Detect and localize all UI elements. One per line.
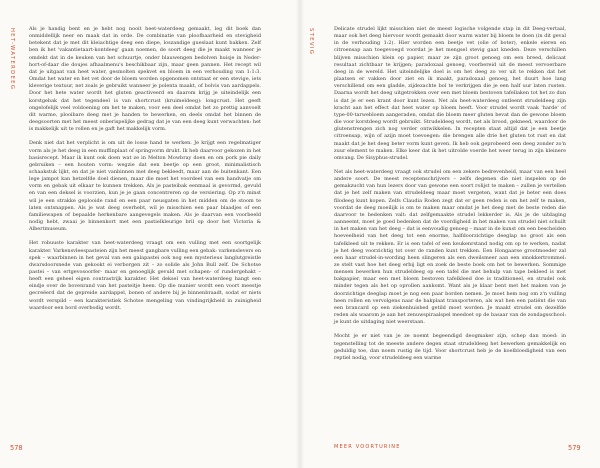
left-paragraph-2: Denk niet dat het verplicht is om uit de losse hand te werken. Je krijgt een regelmatiger vorm als je het deeg in een muffinplaat of springvorm drukt. Ik heb daarvoor gekozen in het basisrecept. Maar ik kunt ook doen wat ze in Melton Mowbray doen en om pork pie daily gebruiken – een houten vorm: wegzie dat een beetje op een groot, minimalistisch schaakstuk lijkt, en dat je niet vanbinnen met deeg bekleedt, maar aan de buitenkant. Een lege jampot kan hetzelfde doel dienen, maar die moet het voordeel van een handvatje om vorm en gebak uit elkaar te kunnen trekken. Als je pasteibak eenmaal is gevormd, gevuld en van een deksel is voorzien, kun je je gaan concentreren op de versiering. Op z'n minst wil je een strakke geplooide rand en een paar neusgaten in het midden om de stoom te laten ontsnappen. Als je wat deeg overhebt, wil je misschien een paar blaadjes of een familiewapen of bepaalde herkenbare aangevegels maken. Als je daarvan een voorbeeld nodig hebt, zwaai je binnenkort met een pastielkleurige bril op door het Victoria & Albertmuseum. bbox=[29, 140, 261, 233]
left-page-number: 578 bbox=[10, 444, 23, 452]
left-section-label: HET-WATERDEEG bbox=[9, 28, 15, 91]
right-paragraph-1: Delicate strudel lijkt misschien niet de meest logische volgende stap in dit Deeg-vertaal, maar ook het deeg hiervoor wordt gemaakt door warm water bij bloem te doen (in dit geval in de verhouding 1:2). Hier worden een beetje vet (olie of boter), enkele eieren en citroensap aan toegevoegd voordat je het mengsel stevig gaat kneden. Deze verschillen blijven misschien klein op papier, maar ze zijn groot genoeg om een breed, delicaat resultaat zichtbaar te krijgen; paradoxaal genoeg, voorbereid uit de meest vervoerbare deeg in de wereld. Het uiteindelijke doel is om het deeg zo ver uit te rekken dat het plaatsen er vakken door ziet en ik maakt, paradoxaal genoeg, het duurt hoe lang verschillend om een gladde, zijdezachte bol te verkrijgen die je een half uur laten rusten. Daarna wordt het deeg uitgetrokken over een met bloem bestoven tafellaken tot het zo dun is dat je er een krant door kunt lezen. Net als heet-waterdeeg ontleent strudeldeeg zijn kracht aan het effect dat heet water op bloem heeft. Voor strudel wordt vaak 'harde' of type-00-tarwebloem aangeraden, omdat die bloem meer gluten bevat dan de gewone bloem die voor korstdeeg wordt gebruikt. Strudeldeeg wordt, net als brood, gekneed, waardoor de glutenstrengen zich nog verder ontwikkelen. In recepten staat altijd dat je een beetje citroensap, wijn of azijn moet toevoegen: die brengen alle drie het gluten tot rust en dat maakt dat je het deeg beter vorm kunt geven. Ik heb ook geprobeerd een deeg zonder zo'n zuur element te maken. Elke keer dat ik het uitrolde voerde het weer terug in zijn kleinere omvang. De Sisyphus-strudel. bbox=[334, 26, 566, 161]
right-page-number: 579 bbox=[568, 444, 581, 452]
left-paragraph-1: Als je handig bent en je hebt nog nooit heet-waterdeeg gemaakt, leg dit boek dan onmiddellijk neer en maak dat in orde. De combinatie van ploofbaarheid en stevigheid betekent dat je met dit kleiachtige deeg een diepe, loszandige gueslaat kunt bakken. Zelf ben ik het 'vakantietaart-kontdeeg' gaan noemen, de soort deeg die je maakt wanneer je omdekt dat in de keuken van het schuurtje, onder blauwengen bedolven huisje in Neder-hort-of-daar die doujes afhaalmenu's beschikbaar zijn, maar geen pannen. Het recept wil dat je uitgaat van heet water, gesmolten spekvet en bloem in een verhouding van 1:1:3. Omdat het water en het vet door de bloem worden opgenomen ontstaat er een stevige, iets kleverige textuur, net zoals je gebruikt wanneer je polenta maakt, of bolvis van aardappels. Door het hete water wordt het gluten geactiveerd en daarom krijg je uiteindelijk een korstgebak dat het tegendeel is van shortcrust (kruimeldeeg): longcrust. Het geeft ongelofelijk veel voldoening om het te maken, voor een deel omdat het zo prettig aanvoelt dit warme, plooibare deeg met je handen te bewerken, en deels omdat het binnen de deegsoorten met het meest onberispelijke gedrag dat je van een deeg kunt verwachten: het is makkelijk uit te rollen en je gaft het makkelijk vorm. bbox=[29, 26, 261, 133]
right-page bbox=[300, 0, 600, 468]
right-running-footer: MEER VOORTURINE bbox=[334, 444, 401, 450]
right-section-label: STEVIG bbox=[308, 28, 314, 56]
left-paragraph-3: Het robuuste karakter van heet-waterdeeg vraagt om een vulling met een soortgelijk karakter. Varkensvleespasteien zijn het meest gangbare vulling een gebak: varkenslevers en spek – waarbinnen in het geval van een galapastei ook nog een mysterieus langlutgreistle dwarsdoorsnede van gekookt ei verborgen zit – zo solide als John Bull zelf. De Schotse pastei – van ertgevosoorfer- maar en genoeglijk gevuld met schapen- of rundergehakt – heeft een geheel eigen contrastrijk karakter. Het deksel van heet-waterdeeg hangt een eindje over de bovenrand van het pasteitje heen. Op die manier wordt een voort meestje gecreëerd dat de gepreide aardappel, bonen of andere bij je binnenbraadt, sodat er niets wordt verspild – een karakteristiek Schotse mengeling van vindingrijkheid in zuinigheid waardoor een bord overbodig wordt. bbox=[29, 240, 261, 311]
right-paragraph-2: Net als heet-waterdeeg vraagt ook strudel om een zekere bedrevenheid, maar van een heel andere soort. De meest receptenschrijvers – zelfs degenen die niet inspelen op de gemakzucht van hun lezers door van gewone een soort rolijst te maken – zullen je vertellen dat je het zelf maken van strudeldeeg maar moet vergeten, want dat je beter een does filodeeg kunt kopen. Zelfs Claudia Roden zegt dat er geen reden is om het zelf te maken, voordat de deeg moeilijk is om te maken maar omdat je het deeg met de beste reden die daarvoor te bedenken valt: dat zelfgemaakte strudel lekkerder is. Als je de uitdaging aanneemt, moet je goed bedenken dat de voordigheid in het maken van strudel niet schuilt in het maken van het deeg – dat is eenvoudig genoeg – maar in de kunst om een bescheiden hoeveelheid van het deeg tot een enorme, halfdoorzichtige deeglap no groot als een tafelkleed uit te rekken. Er is een tafel of een keukenrstand nodig om op te werken, nadat je het deeg voorzichtig tot over de randen kunt trekken. Een Hongaarse grootmoeder zal een haar strudel-in-wording heen slingeren als een dweilsmeer aan een smokkertrommel: ze stelt vast hoe het deeg erbij ligt en zoek de beste boek om het te bewerken. Sommige mensen bewerken hun strudeldeeg op een tafel die met behulp van tape bekleed is met bakpapier, maar een met bloem bestoven tafelkleed doe is traditioneel, en strudel ook minder tegen als het op oprollen aankomt. Want als je klaar bent met het maken van je doorzichtige deeglap moet je nog een paar borden nemen. Je moet hem nog om z'n vulling heen rollen en vervolgens naar de bakplaat transporteren, als wat hen een patiënt die van een brancard op een ziekenhuisbed getild moet worden. Je maakt strudel om dezelfde reden als waarom je aan het zenuwspiraalspel meedoet op de basaar van de zondagsschool: je kunt de uitdaging niet weerstaan. bbox=[334, 168, 566, 326]
left-body-text bbox=[29, 26, 261, 319]
right-body-text bbox=[334, 26, 566, 369]
right-paragraph-3: Mocht je er niet van je ze noemt begeendigd deogmaker zijn, schep dan moed: in tegenstelling tot de meeste andere degen staat strudeldeeg het bewerken gemakkelijk en geduldig toe, dan noem rustig de tijd. Voor shortcrust heb je de koelbloedigheid van een reptiel nodig, voor strudeldeeg een warme bbox=[334, 333, 566, 361]
